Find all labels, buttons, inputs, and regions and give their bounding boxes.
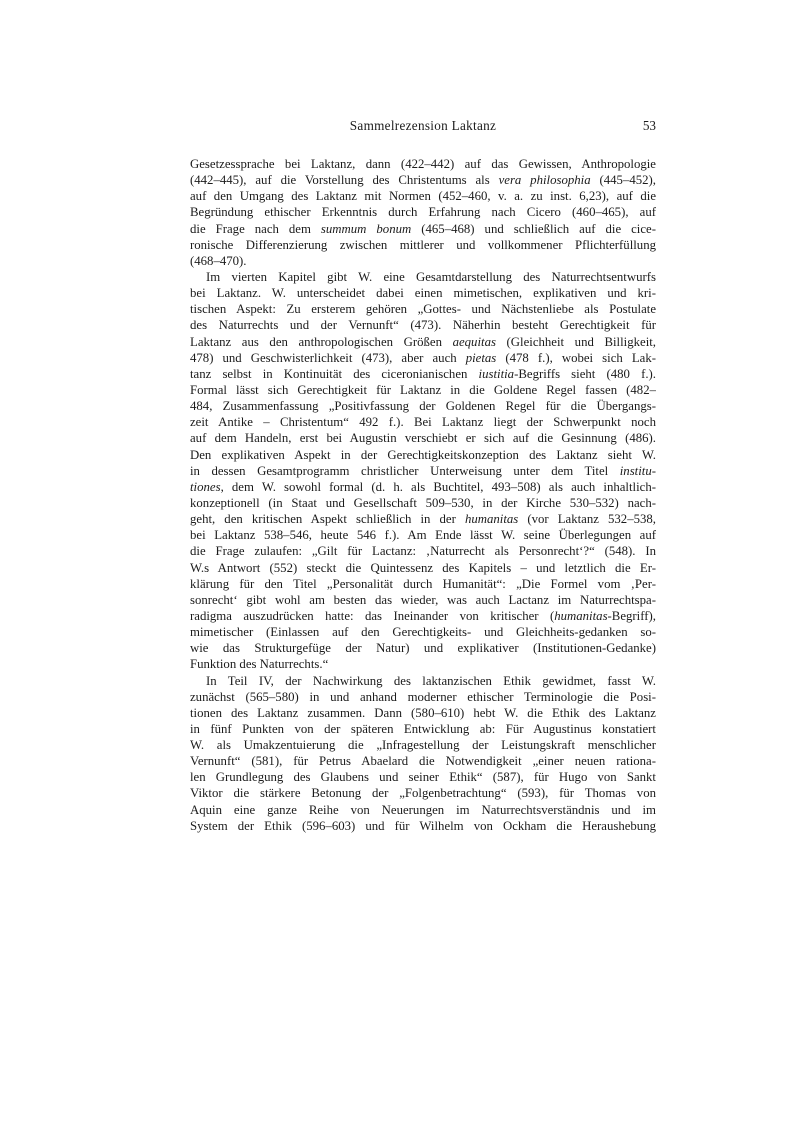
text-block: [190, 156, 656, 834]
page-number: 53: [642, 118, 656, 133]
text-line: Viktor die stärkere Betonung der „Folgenbetrachtung“ (593), für Thomas von: [190, 786, 656, 801]
text-line: (442–445), auf die Vorstellung des Christentums als vera philosophia (445–452),: [190, 173, 656, 188]
text-line: auf dem Handeln, erst bei Augustin verschiebt er sich auf die Gesinnung (486).: [190, 431, 656, 446]
text-line: W. als Umakzentuierung die „Infragestellung der Leistungskraft menschlicher: [190, 738, 656, 753]
text-line: die Frage zulaufen: „Gilt für Lactanz: ‚Naturrecht als Personrecht‘?“ (548). In: [190, 544, 656, 559]
text-line: in fünf Punkten von der späteren Entwicklung ab: Für Augustinus konstatiert: [190, 721, 656, 736]
text-line: bei Laktanz. W. unterscheidet dabei einen mimetischen, explikativen und kri-: [190, 286, 656, 301]
text-line: radigma auszudrücken hatte: das Ineinander von kritischer (humanitas-Begriff),: [190, 608, 656, 623]
text-line: tischen Aspekt: Zu ersterem gehören „Gottes- und Nächstenliebe als Postulate: [190, 302, 656, 317]
text-line: System der Ethik (596–603) und für Wilhelm von Ockham die Heraushebung: [190, 818, 656, 833]
text-line: 484, Zusammenfassung „Positivfassung der Goldenen Regel für die Übergangs-: [190, 399, 656, 414]
text-line: Vernunft“ (581), für Petrus Abaelard die Notwendigkeit „einer neuen rationa-: [190, 754, 656, 769]
text-line: (468–470).: [190, 253, 247, 268]
text-line: geht, den kritischen Aspekt schließlich in der humanitas (vor Laktanz 532–538,: [190, 512, 656, 527]
text-line: wie das Strukturgefüge der Natur) und explikativer (Institutionen-Gedanke): [190, 641, 656, 656]
paragraph: [190, 673, 656, 834]
text-line: die Frage nach dem summum bonum (465–468) und schließlich auf die cice-: [190, 221, 656, 236]
text-line: Aquin eine ganze Reihe von Neuerungen im Naturrechtsverständnis und im: [190, 802, 656, 817]
running-header: [190, 117, 656, 134]
text-line: Gesetzessprache bei Laktanz, dann (422–442) auf das Gewissen, Anthropologie: [190, 157, 656, 171]
text-line: tiones, dem W. sowohl formal (d. h. als Buchtitel, 493–508) als auch inhaltlich-: [190, 479, 656, 494]
text-line: sonrecht‘ gibt wohl am besten das wieder, was auch Lactanz im Naturrechtspa-: [190, 592, 656, 607]
text-line: mimetischer (Einlassen auf den Gerechtigkeits- und Gleichheits-gedanken so-: [190, 625, 656, 640]
running-title: Sammelrezension Laktanz: [349, 118, 497, 133]
text-line: auf den Umgang des Laktanz mit Normen (452–460, v. a. zu inst. 6,23), auf die: [190, 189, 656, 204]
text-line: tanz selbst in Kontinuität des ciceronianischen iustitia-Begriffs sieht (480 f.).: [190, 366, 656, 381]
text-line: Laktanz aus den anthropologischen Größen aequitas (Gleichheit und Billigkeit,: [190, 334, 656, 349]
text-line: in dessen Gesamtprogramm christlicher Unterweisung unter dem Titel institu-: [190, 463, 656, 478]
text-line: bei Laktanz 538–546, heute 546 f.). Am Ende lässt W. seine Überlegungen auf: [190, 528, 656, 543]
text-line: tionen des Laktanz zusammen. Dann (580–610) hebt W. die Ethik des Laktanz: [190, 705, 656, 720]
text-line: Den explikativen Aspekt in der Gerechtigkeitskonzeption des Laktanz sieht W.: [190, 447, 656, 462]
text-line: ronische Differenzierung zwischen mittlerer und vollkommener Pflichterfüllung: [190, 237, 656, 252]
text-line: klärung für den Titel „Personalität durch Humanität“: „Die Formel vom ‚Per-: [190, 576, 656, 591]
text-line: Funktion des Naturrechts.“: [190, 657, 329, 672]
text-line: len Grundlegung des Glaubens und seiner Ethik“ (587), für Hugo von Sankt: [190, 770, 656, 785]
text-line: W.s Antwort (552) steckt die Quintessenz des Kapitels – und letztlich die Er-: [190, 560, 656, 575]
text-line: Begründung ethischer Erkenntnis durch Erfahrung nach Cicero (460–465), auf: [190, 205, 656, 220]
text-line: 478) und Geschwisterlichkeit (473), aber auch pietas (478 f.), wobei sich Lak-: [190, 350, 656, 365]
text-line: zeit Antike – Christentum“ 492 f.). Bei Laktanz liegt der Schwerpunkt noch: [190, 415, 656, 430]
paragraph: [190, 156, 656, 269]
text-line: Im vierten Kapitel gibt W. eine Gesamtdarstellung des Naturrechtsentwurfs: [206, 269, 656, 284]
paragraph: [190, 269, 656, 673]
text-line: zunächst (565–580) in und anhand moderner ethischer Terminologie die Posi-: [190, 689, 656, 704]
text-line: In Teil IV, der Nachwirkung des laktanzischen Ethik gewidmet, fasst W.: [206, 673, 656, 688]
text-line: konzeptionell (in Staat und Gesellschaft 509–530, in der Kirche 530–532) nach-: [190, 495, 656, 510]
text-line: Formal lässt sich Gerechtigkeit für Laktanz in die Goldene Regel fassen (482–: [190, 382, 656, 397]
text-line: des Naturrechts und der Vernunft“ (473). Näherhin besteht Gerechtigkeit für: [190, 318, 656, 333]
